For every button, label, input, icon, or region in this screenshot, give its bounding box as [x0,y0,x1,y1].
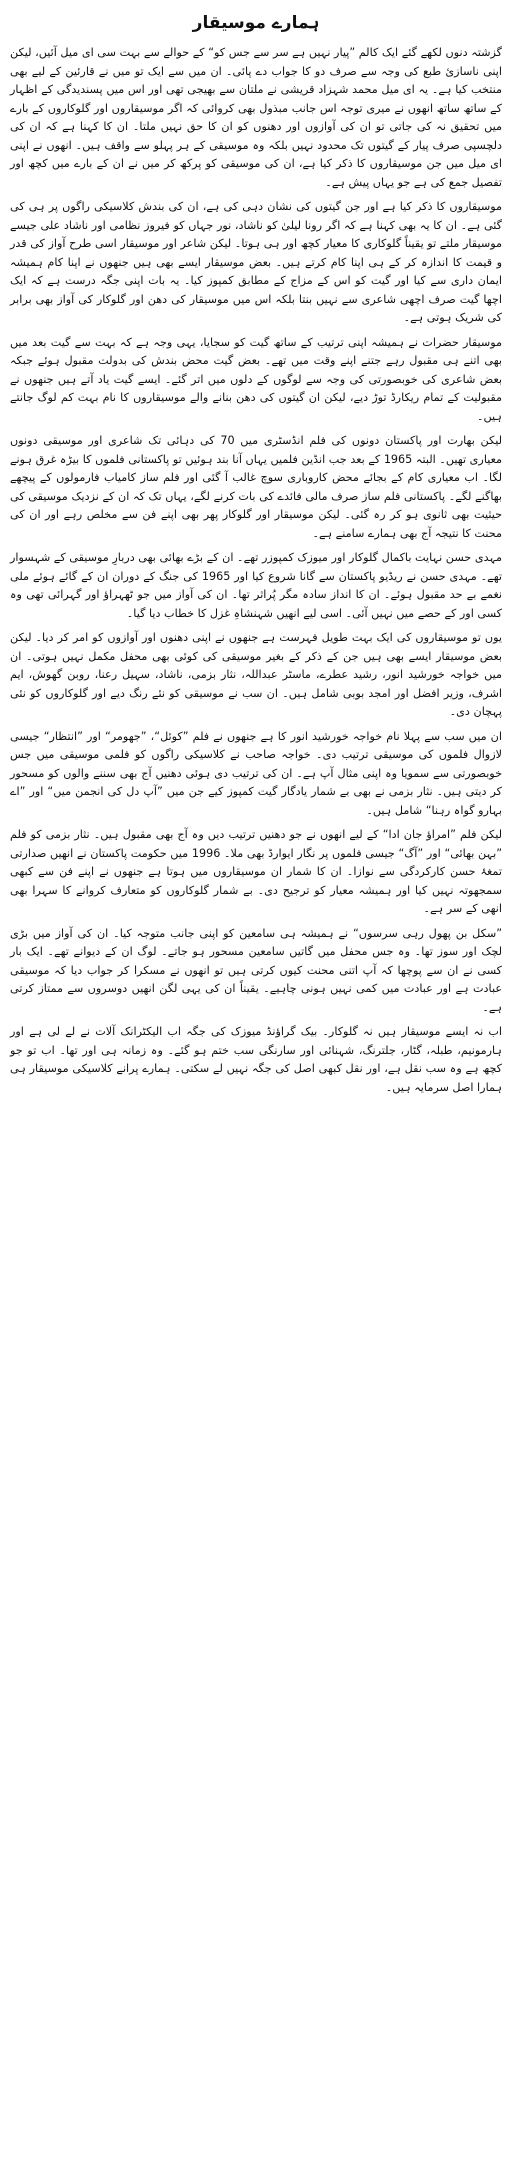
article-paragraph: اب نہ ایسے موسیقار ہیں نہ گلوکار۔ بیک گراؤنڈ میوزک کی جگہ اب الیکٹرانک آلات نے لے لی ہے اور ہارمونیم، طبلہ، گٹار، جلترنگ، شہنائی اور سارنگی سب ختم ہو گئے۔ وہ زمانہ ہی اور تھا۔ اب تو جو کچھ ہے وہ سب نقل ہے، اور نقل کبھی اصل کی جگہ نہیں لے سکتی۔ ہمارے پرانے کلاسیکی موسیقار ہی ہمارا اصل سرمایہ ہیں۔ [10,1025,502,1094]
article-paragraph: ”سکل بن پھول رہی سرسوں“ نے ہمیشہ ہی سامعین کو اپنی جانب متوجہ کیا۔ ان کی آواز میں بڑی لچک اور سوز تھا۔ وہ جس محفل میں گاتیں سامعین مسحور ہو جاتے۔ لوگ ان کے دیوانے تھے۔ ایک بار کسی نے ان سے پوچھا کہ آپ اتنی محنت کیوں کرتی ہیں تو انھوں نے مسکرا کر جواب دیا کہ موسیقی عبادت ہے اور عبادت میں کمی نہیں ہونی چاہیے۔ یقیناً ان کی یہی لگن انھیں دوسروں سے ممتاز کرتی ہے۔ [10,926,502,1014]
article-paragraph: لیکن بھارت اور پاکستان دونوں کی فلم انڈسٹری میں 70 کی دہائی تک شاعری اور موسیقی دونوں معیاری تھیں۔ البتہ 1965 کے بعد جب انڈین فلمیں یہاں آنا بند ہوئیں تو پاکستانی فلموں کا بیڑہ غرق ہونے لگا۔ اب معیاری کام کے بجائے محض کاروباری سوچ غالب آ گئی اور فلم ساز کامیاب فارمولوں کے پیچھے بھاگنے لگے۔ پاکستانی فلم ساز صرف مالی فائدے کی بات کرنے لگے، یہاں تک کہ ان کے نزدیک موسیقی کی حیثیت بھی ثانوی ہو کر رہ گئی۔ لیکن موسیقار اور گلوکار پھر بھی اپنے فن سے مخلص رہے اور ان کی محنت کا نتیجہ آج بھی ہمارے سامنے ہے۔ [10,434,503,540]
article-paragraph: موسیقاروں کا ذکر کیا ہے اور جن گیتوں کی نشان دہی کی ہے، ان کی بندش کلاسیکی راگوں پر ہی کی گئی ہے۔ ان کا یہ بھی کہنا ہے کہ اگر رونا لیلیٰ کو ناشاد، نور جہاں کو فیروز نظامی اور ناشاد علی جیسے موسیقار ملتے تو یقیناً گلوکاری کا معیار کچھ اور ہی ہوتا۔ لیکن شاعر اور موسیقار اسی طرح آواز کی قدر و قیمت کا اندازہ کر کے ہی اپنا کام کرتے ہیں۔ بعض موسیقار ایسے بھی ہیں جنھوں نے اپنا کام ہمیشہ ایمان داری سے کیا اور گیت کو اس کے مزاج کے مطابق کمپوز کیا۔ یہ بات اپنی جگہ درست ہے کہ ایک اچھا گیت صرف اچھی شاعری سے نہیں بنتا بلکہ اس میں موسیقار کی دھن اور گلوکار کی آواز بھی برابر کی شریک ہوتی ہے۔ [10,200,502,324]
article-paragraph: گزشتہ دنوں لکھے گئے ایک کالم ”پیار نہیں ہے سر سے جس کو“ کے حوالے سے بہت سی ای میل آئیں، لیکن اپنی ناسازیٔ طبع کی وجہ سے صرف دو کا جواب دے پائی۔ ان میں سے ایک تو میں نے قارئین کے لیے بھی منتخب کیا ہے۔ یہ ای میل محمد شہزاد قریشی نے ملتان سے بھیجی تھی اور اس میں پسندیدگی کے اظہار کے ساتھ ساتھ انھوں نے میری توجہ اس جانب مبذول بھی کروائی کہ اگر موسیقاروں اور گلوکاروں کے بارے میں تحقیق نہ کی جاتی تو ان کی آوازوں اور دھنوں کو ان کا حق نہیں ملتا۔ ان کا کہنا ہے کہ ان کی دلچسپی صرف پیار کے گیتوں تک محدود نہیں بلکہ وہ موسیقی کے ہر پہلو سے واقف ہیں۔ انھوں نے اپنی ای میل میں جن موسیقاروں کا ذکر کیا ہے، ان کی موسیقی کو پرکھ کر میں نے ان کے بارے میں کچھ اور تفصیل جمع کی ہے جو یہاں پیش ہے۔ [10,46,502,189]
article-paragraph: یوں تو موسیقاروں کی ایک بہت طویل فہرست ہے جنھوں نے اپنی دھنوں اور آوازوں کو امر کر دیا۔ لیکن بعض موسیقار ایسے بھی ہیں جن کے ذکر کے بغیر موسیقی کی کوئی بھی محفل مکمل نہیں ہوتی۔ ان میں خواجہ خورشید انور، رشید عطرے، ماسٹر عبداللہ، نثار بزمی، ناشاد، سہیل رعنا، روبن گھوش، ایم اشرف، وزیر افضل اور امجد بوبی شامل ہیں۔ ان سب نے موسیقی کو نئے رنگ دیے اور گلوکاروں کو نئی پہچان دی۔ [10,631,502,718]
article-paragraph: لیکن فلم ”امراؤ جان ادا“ کے لیے انھوں نے جو دھنیں ترتیب دیں وہ آج بھی مقبول ہیں۔ نثار بزمی کو فلم ”بہن بھائی“ اور ”آگ“ جیسی فلموں پر نگار ایوارڈ بھی ملا۔ 1996 میں حکومت پاکستان نے انھیں صدارتی تمغۂ حسن کارکردگی سے نوازا۔ ان کا شمار ان موسیقاروں میں ہوتا ہے جنھوں نے اپنے فن سے کبھی سمجھوتہ نہیں کیا اور ہمیشہ معیار کو ترجیح دی۔ بے شمار گلوکاروں کو متعارف کروانے کا سہرا بھی انھی کے سر ہے۔ [10,828,503,915]
article-paragraph: موسیقار حضرات نے ہمیشہ اپنی ترتیب کے ساتھ گیت کو سجایا، یہی وجہ ہے کہ بہت سے گیت بعد میں بھی اتنے ہی مقبول رہے جتنے اپنے وقت میں تھے۔ بعض گیت محض بندش کی بدولت مقبول ہوئے جبکہ بعض شاعری کی خوبصورتی کی وجہ سے لوگوں کے دلوں میں اتر گئے۔ ایسے گیت یاد آتے ہیں جنھوں نے مقبولیت کے تمام ریکارڈ توڑ دیے، لیکن ان گیتوں کی دھن بنانے والے موسیقاروں کا نام بہت کم لوگ جانتے ہیں۔ [10,335,502,423]
article-paragraph: ان میں سب سے پہلا نام خواجہ خورشید انور کا ہے جنھوں نے فلم ”کوئل“، ”جھومر“ اور ”انتظار“ جیسی لازوال فلموں کی موسیقی ترتیب دی۔ خواجہ صاحب نے کلاسیکی راگوں کو فلمی موسیقی میں جس خوبصورتی سے سمویا وہ اپنی مثال آپ ہے۔ ان کی ترتیب دی ہوئی دھنیں آج بھی سننے والوں کو مسحور کر دیتی ہیں۔ نثار بزمی نے بھی بے شمار یادگار گیت کمپوز کیے جن میں ”آپ دل کی انجمن میں“ اور ”اے بہارو گواہ رہنا“ شامل ہیں۔ [10,729,502,817]
article-paragraph: مہدی حسن نہایت باکمال گلوکار اور میوزک کمپوزر تھے۔ ان کے بڑے بھائی بھی دربارِ موسیقی کے شہسوار تھے۔ مہدی حسن نے ریڈیو پاکستان سے گانا شروع کیا اور 1965 کی جنگ کے دوران ان کے گائے ہوئے ملی نغمے بے حد مقبول ہوئے۔ ان کا انداز سادہ مگر پُراثر تھا۔ ان کی آواز میں جو ٹھہراؤ اور گہرائی تھی وہ کسی اور کے حصے میں نہیں آئی۔ اسی لیے انھیں شہنشاہِ غزل کا خطاب دیا گیا۔ [10,551,503,620]
article-title: ہمارے موسیقار [192,13,320,33]
